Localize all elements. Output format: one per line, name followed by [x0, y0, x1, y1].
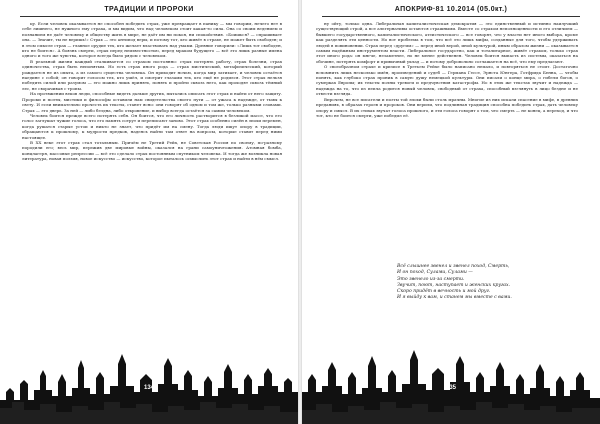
right-page-number: 135 [445, 385, 456, 391]
poem-line: Звучит, поют, наступает и женских кругах. [397, 282, 511, 288]
left-body-text [22, 21, 282, 337]
left-page-number: 134 [143, 385, 154, 391]
right-running-head: АПОКРИФ·81 10.2014 (05.0кт.) [322, 6, 580, 17]
right-paragraph: ну ойту, только одна. Либеральная капиталистическая демократия — это единственный и истинно наилучший существующий строй, а все альтернативы остаются страшными. Вместе со страхом неполноценности и его отличием — бывшего государственного, капиталистического, атеистического — все говорят, что у власти нет иного выбора, кроме как разделять эти ценности. Но вот проблема в том, что всё это лишь мифы, созданные для того, чтобы удерживать людей в повиновении. Страх перед «другим» — перед иной верой, иной культурой, иным образом жизни — оказывается самым надёжным инструментом власти. Либеральное государство, как и тоталитарное, живёт страхом, только страх этот иного рода: он мягче, незаметнее, но не менее действенен. Человек боится выпасть из системы, оказаться на обочине, потерять комфорт и привычный уклад — и потому добровольно соглашается на всё, что ему предлагают. [316, 21, 578, 64]
left-page [0, 0, 298, 424]
poem-line: И он поход, Сулами, Сулами — [397, 270, 473, 276]
poem-quote [397, 264, 567, 302]
left-paragraph: В XX веке этот страх стал тотальным. Причём не Третий Рейх, не Советская Россия по своему, по-разному породили его; весь мир, пережив две мировые войны, оказался на грани самоуничтожения. Атомная бомба, концлагеря, массовые репрессии — всё это сделало страх постоянным спутником человека. И тогда же возникла новая литература, новая поэзия, новое искусство — искусство, которое пыталось осмыслить этот страх и найти в нём смысл. [22, 139, 282, 162]
city-skyline-illustration [0, 330, 298, 424]
right-paragraph: О своеобразном страхе и кризисе в Третьем Рейхе было написано немало, и повторяться не стоит. Достаточно вспомнить лишь несколько имён, произведений и судеб — Германа Гессе, Эрнста Юнгера, Готфрида Бенна, — чтобы понять, как глубоко страх проник в самую душу немецкой культуры. Они писали о конце мира, о гибели богов, о сумерках Европы; их тексты полны тревоги и предчувствия катастрофы. Но в этих же текстах звучит и надежда — надежда на то, что из пепла родится новый человек, свободный от страха, способный взглянуть в лицо бездне и не отвести взгляда. [316, 64, 578, 97]
right-body-text [316, 21, 578, 265]
poem-line: Скоро придёт в вечность и мой друг. [397, 289, 491, 295]
left-paragraph: В реальной жизни каждый сталкивается со страхом постоянно: страх потерять работу, страх болезни, страх одиночества, страх быть непонятым. Но есть страх иного рода — страх мистический, метафизический, который рождается не из опыта, а из самого существа человека. Он приходит ночью, когда мир затихает, и человек остаётся наедине с собой; он говорит голосом тех, кто ушёл, и смотрит глазами тех, кто ещё не родился. Этот страх нельзя победить силой или разумом — его можно лишь принять, понять и пройти сквозь него, как проходят сквозь тёмный лес, не сворачивая с тропы. [22, 58, 282, 91]
left-running-head: ТРАДИЦИИ И ПРОРОКИ [20, 6, 278, 17]
city-skyline-illustration [302, 330, 600, 424]
poem-line: И я выйду к вам, и станем мы вместе с вами. [397, 295, 512, 301]
poem-line: Всё слышнее звенел и звенел поход, Смерть, [397, 264, 510, 269]
poem-line: Это звенело из-за смерти. [397, 276, 465, 282]
left-paragraph: На протяжении веков люди, способные видеть дальше других, пытались описать этот страх и найти от него защиту. Пророки и поэты, мистики и философы оставили нам свидетельства своего пути — от ужаса к надежде, от тьмы к свету. И если внимательно прочесть их тексты, станет ясно: они говорят об одном и том же, только разными словами. Страх — это дверь. За ней — либо бездна, либо откровение, и выбор всегда остаётся за самим человеком. [22, 91, 282, 113]
right-paragraph: Впрочем, не все писатели и поэты той эпохи были столь мрачны. Многие из них искали спасение в мифе, в древних преданиях, в образах героев и пророков. Они верили, что подлинная традиция способна победить страх, дать человеку опору и смысл. В их стихах звучат голоса прошлого, и эти голоса говорят о том, что смерть — не конец, а переход, и что тот, кто не боится смерти, уже победил её. [316, 96, 578, 118]
left-paragraph: цу. Если человек оказывается не способен победить страх, уже превращает в панику — мы говорим, нечего нет в себе лишнего, не нужного ему страха, и мы видим, что над человеком стоит какая-то сила. Она со своим ведением и познанием не даёт человеку и обществу жить в мире, не даёт им ни покоя, ни спокойствия. «Боишься? — спрашивает она. — Значит, ты не веришь!» Страх — это антипод веры, и потому тот, кто живёт в страхе, не может быть свободен; и в этом смысле страх — главное орудие тех, кто желает властвовать над умами. Древние говорили: «Лишь тот свободен, кто не боится». А боязнь смерти, страх перед неизвестностью, перед мраком будущего — всё это лишь разные имена одного и того же чувства, которое всегда было рядом с человеком. [22, 21, 282, 59]
left-paragraph: Человек боится прежде всего потерять себя. Он боится, что его личность растворится в безликой массе, что его голос заглушат чужие голоса, что его память сотрут и переписают заново. Этот страх особенно силён в эпохи перемен, когда рушатся старые устои и никто не знает, что придёт им на смену. Тогда люди ищут опору в традиции, обращаются к прошлому, к мудрости предков, надеясь найти там ответ на вопросы, которые ставит перед ними настоящее. [22, 112, 282, 140]
right-page [302, 0, 600, 424]
